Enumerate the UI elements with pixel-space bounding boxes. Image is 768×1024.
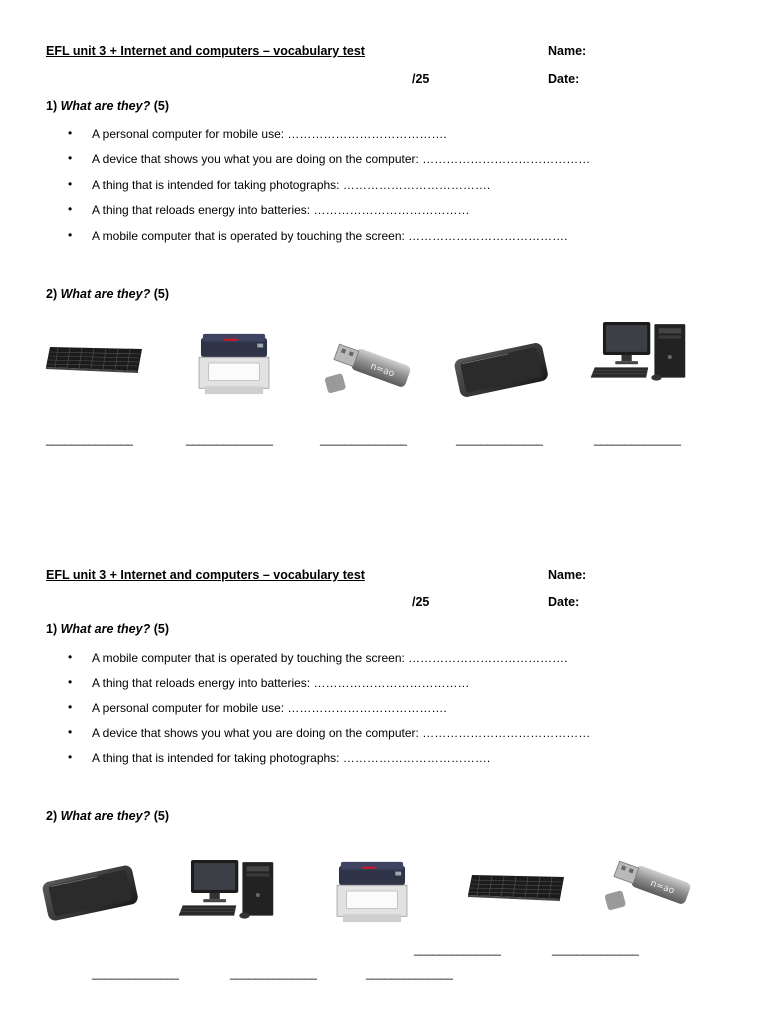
list-item: A thing that is intended for taking photographs: ………………………………. — [92, 751, 491, 765]
test-b-score: /25 — [412, 595, 430, 609]
test-a-question-2-heading — [46, 287, 169, 301]
question-number: 1) — [46, 622, 58, 636]
bullet: • — [68, 177, 73, 191]
question-label: What are they? — [60, 287, 151, 301]
answer-line[interactable]: ______________ — [456, 432, 543, 446]
bullet: • — [68, 750, 73, 764]
question-label: What are they? — [60, 809, 151, 823]
desktop-computer-image — [588, 320, 692, 392]
list-item: A thing that reloads energy into batteries: ………………………………… — [92, 203, 470, 217]
test-b-question-1-heading — [46, 622, 169, 636]
test-b-date-label: Date: — [548, 595, 580, 609]
printer-image — [194, 330, 274, 398]
list-item: A personal computer for mobile use: …………………………………. — [92, 127, 447, 141]
question-points: (5) — [153, 287, 169, 301]
list-item: A mobile computer that is operated by touching the screen: …………………………………. — [92, 651, 568, 665]
answer-line[interactable]: ______________ — [320, 432, 407, 446]
list-item: A thing that reloads energy into batteries: ………………………………… — [92, 676, 470, 690]
question-points: (5) — [153, 809, 169, 823]
keyboard-image — [46, 338, 146, 380]
answer-line[interactable]: ______________ — [594, 432, 681, 446]
tablet-image — [450, 338, 552, 400]
question-label: What are they? — [60, 99, 151, 113]
test-a-title: EFL unit 3 + Internet and computers – vocabulary test — [46, 44, 365, 58]
answer-line[interactable]: ______________ — [366, 966, 453, 980]
question-number: 1) — [46, 99, 58, 113]
list-item: A mobile computer that is operated by touching the screen: …………………………………. — [92, 229, 568, 243]
test-b-question-2-heading — [46, 809, 169, 823]
answer-line[interactable]: ______________ — [186, 432, 273, 446]
bullet: • — [68, 228, 73, 242]
test-b-name-label: Name: — [548, 568, 587, 582]
bullet: • — [68, 650, 73, 664]
test-a-date-label: Date: — [548, 72, 580, 86]
test-a-name-label: Name: — [548, 44, 587, 58]
bullet: • — [68, 725, 73, 739]
question-number: 2) — [46, 287, 58, 301]
test-a-question-1-heading — [46, 99, 169, 113]
list-item: A device that shows you what you are doing on the computer: …………………………………… — [92, 726, 591, 740]
list-item: A device that shows you what you are doing on the computer: …………………………………… — [92, 152, 591, 166]
question-points: (5) — [153, 99, 169, 113]
question-points: (5) — [153, 622, 169, 636]
tablet-image — [38, 860, 142, 924]
list-item: A personal computer for mobile use: …………………………………. — [92, 701, 447, 715]
question-number: 2) — [46, 809, 58, 823]
desktop-computer-image — [176, 858, 280, 930]
test-b-title: EFL unit 3 + Internet and computers – vocabulary test — [46, 568, 365, 582]
test-a-score: /25 — [412, 72, 430, 86]
answer-line[interactable]: ______________ — [230, 966, 317, 980]
question-label: What are they? — [60, 622, 151, 636]
bullet: • — [68, 675, 73, 689]
usb-stick-image — [604, 850, 696, 914]
answer-line[interactable]: ______________ — [92, 966, 179, 980]
printer-image — [332, 858, 412, 926]
usb-stick-image — [324, 334, 416, 396]
bullet: • — [68, 700, 73, 714]
bullet: • — [68, 151, 73, 165]
answer-line[interactable]: ______________ — [552, 942, 639, 956]
keyboard-image — [468, 866, 568, 908]
answer-line[interactable]: ______________ — [46, 432, 133, 446]
list-item: A thing that is intended for taking photographs: ………………………………. — [92, 178, 491, 192]
bullet: • — [68, 202, 73, 216]
bullet: • — [68, 126, 73, 140]
answer-line[interactable]: ______________ — [414, 942, 501, 956]
